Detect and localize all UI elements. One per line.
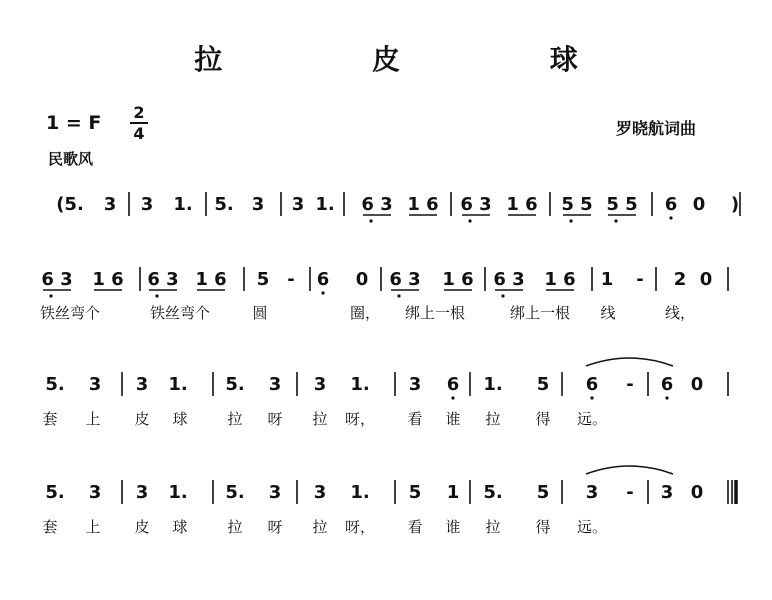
note: 6 3 xyxy=(389,269,421,290)
note: 5 xyxy=(408,482,422,503)
note: 5 xyxy=(256,269,270,290)
lyric: 线 xyxy=(600,304,616,322)
note: 6 xyxy=(664,194,678,215)
note: 1. xyxy=(483,374,503,395)
note: 1 6 xyxy=(442,269,474,290)
lyric: 上 xyxy=(85,410,101,428)
note: - xyxy=(636,269,644,290)
lyric: 铁丝弯个 xyxy=(149,304,211,322)
low-octave-dot xyxy=(590,396,593,399)
low-octave-dot xyxy=(369,219,372,222)
note: 5 5 xyxy=(561,194,593,215)
note: 3 xyxy=(268,374,282,395)
note: 5. xyxy=(225,482,245,503)
tie-slur xyxy=(586,466,673,474)
note: 3 xyxy=(135,374,149,395)
lyric: 呀 xyxy=(267,518,283,536)
note: 3 xyxy=(408,374,422,395)
note: 1. xyxy=(168,374,188,395)
note: - xyxy=(626,374,634,395)
low-octave-dot xyxy=(49,294,52,297)
note: 6 xyxy=(316,269,330,290)
note: 3 xyxy=(135,482,149,503)
note: 5. xyxy=(225,374,245,395)
note: (5. xyxy=(56,194,84,215)
note: ) xyxy=(730,194,740,215)
note: - xyxy=(626,482,634,503)
note: 5. xyxy=(45,374,65,395)
style-marking: 民歌风 xyxy=(48,150,94,168)
lyric: 绑上一根 xyxy=(509,304,571,322)
note: 6 3 xyxy=(460,194,492,215)
note: 1 6 xyxy=(92,269,124,290)
note: 6 3 xyxy=(493,269,525,290)
note: 1 xyxy=(446,482,460,503)
note: 1. xyxy=(168,482,188,503)
lyric: 套 xyxy=(42,518,58,536)
lyric: 拉 xyxy=(312,518,328,536)
note: 6 3 xyxy=(361,194,393,215)
lyric: 线， xyxy=(664,304,696,322)
lyric: 拉 xyxy=(485,518,501,536)
time-signature-bottom: 4 xyxy=(133,124,145,143)
low-octave-dot xyxy=(451,396,454,399)
lyric: 呀， xyxy=(344,410,376,428)
lyric: 拉 xyxy=(227,518,243,536)
note: 5 xyxy=(536,374,550,395)
lyric: 远。 xyxy=(576,410,608,428)
note: 0 xyxy=(699,269,713,290)
lyric: 得 xyxy=(535,410,551,428)
lyric: 上 xyxy=(85,518,101,536)
note: 6 3 xyxy=(147,269,179,290)
song-title: 拉 皮 球 xyxy=(194,43,648,76)
note: 1 6 xyxy=(506,194,538,215)
lyric: 远。 xyxy=(576,518,608,536)
note: 6 xyxy=(585,374,599,395)
note: 1. xyxy=(173,194,193,215)
lyric: 圈， xyxy=(349,304,381,322)
note: 5. xyxy=(45,482,65,503)
lyric: 球 xyxy=(172,518,188,536)
note: 3 xyxy=(88,374,102,395)
note: 3 xyxy=(268,482,282,503)
note: 3 xyxy=(313,482,327,503)
note: 1 xyxy=(600,269,614,290)
note: 2 xyxy=(673,269,687,290)
note: 3 xyxy=(313,374,327,395)
low-octave-dot xyxy=(665,396,668,399)
lyric: 拉 xyxy=(485,410,501,428)
low-octave-dot xyxy=(501,294,504,297)
note: 6 xyxy=(446,374,460,395)
note: 3 xyxy=(585,482,599,503)
low-octave-dot xyxy=(468,219,471,222)
note: 5 xyxy=(536,482,550,503)
note: 1 6 xyxy=(544,269,576,290)
key-signature: 1 = F xyxy=(46,112,102,134)
lyric: 看 xyxy=(407,518,423,536)
low-octave-dot xyxy=(569,219,572,222)
low-octave-dot xyxy=(669,216,672,219)
low-octave-dot xyxy=(614,219,617,222)
lyric: 拉 xyxy=(227,410,243,428)
low-octave-dot xyxy=(155,294,158,297)
note: 0 xyxy=(690,482,704,503)
lyric: 拉 xyxy=(312,410,328,428)
note: 5 5 xyxy=(606,194,638,215)
time-signature-top: 2 xyxy=(133,103,145,122)
low-octave-dot xyxy=(397,294,400,297)
note: 1 6 xyxy=(407,194,439,215)
lyric: 皮 xyxy=(134,410,150,428)
lyric: 谁 xyxy=(445,518,461,536)
notation-staff xyxy=(40,192,740,536)
note: 3 xyxy=(88,482,102,503)
note: 1. xyxy=(350,374,370,395)
note: 0 xyxy=(355,269,369,290)
lyric: 圆 xyxy=(252,304,268,322)
note: 5. xyxy=(483,482,503,503)
note: 6 xyxy=(660,374,674,395)
lyric: 铁丝弯个 xyxy=(39,304,101,322)
note: 1. xyxy=(315,194,335,215)
note: 3 xyxy=(103,194,117,215)
low-octave-dot xyxy=(321,291,324,294)
tie-slur xyxy=(586,358,673,366)
composer-credit: 罗晓航词曲 xyxy=(616,119,697,138)
note: - xyxy=(287,269,295,290)
lyric: 皮 xyxy=(134,518,150,536)
note: 5. xyxy=(214,194,234,215)
note: 3 xyxy=(291,194,305,215)
note: 0 xyxy=(692,194,706,215)
lyric: 得 xyxy=(535,518,551,536)
lyric: 呀 xyxy=(267,410,283,428)
lyric: 套 xyxy=(42,410,58,428)
note: 3 xyxy=(140,194,154,215)
note: 1. xyxy=(350,482,370,503)
note: 3 xyxy=(251,194,265,215)
note: 3 xyxy=(660,482,674,503)
lyric: 谁 xyxy=(445,410,461,428)
lyric: 呀， xyxy=(344,518,376,536)
lyric: 绑上一根 xyxy=(404,304,466,322)
lyric: 看 xyxy=(407,410,423,428)
note: 1 6 xyxy=(195,269,227,290)
lyric: 球 xyxy=(172,410,188,428)
note: 0 xyxy=(690,374,704,395)
note: 6 3 xyxy=(41,269,73,290)
